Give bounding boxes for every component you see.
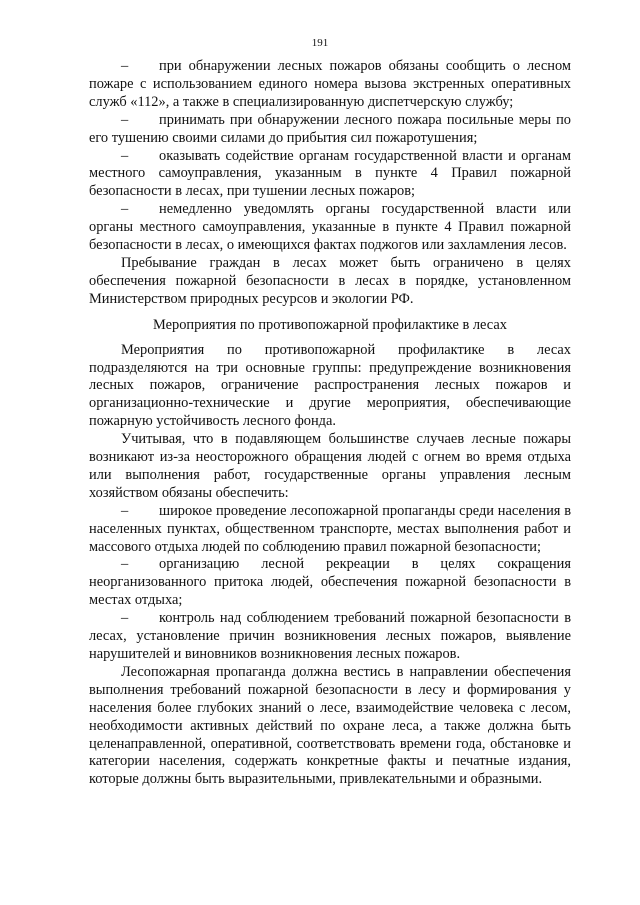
page-body [89, 58, 571, 789]
bullet-item [89, 556, 571, 610]
bullet-text: организацию лесной рекреации в целях сокращения неорганизованного притока людей, обеспечения пожарной безопасности в местах отдыха; [89, 556, 571, 609]
dash-marker: – [121, 111, 129, 128]
bullet-item [89, 201, 571, 255]
dash-marker: – [121, 556, 129, 573]
bullet-text: широкое проведение лесопожарной пропаганды среди населения в населенных пунктах, общественном транспорте, местах выполнения работ и массового отдыха людей по соблюдению правил пожарной безопасности; [89, 502, 571, 555]
dash-marker: – [121, 201, 129, 218]
body-paragraph: Мероприятия по противопожарной профилактике в лесах подразделяются на три основные группы: предупреждение возникновения лесных пожаров, ограничение распространения лесных пожаров и организационно-технические и другие мероприятия, обеспечивающие пожарную устойчивость лесного фонда. [89, 341, 571, 430]
bullet-text: при обнаружении лесных пожаров обязаны сообщить о лесном пожаре с использованием единого номера вызова экстренных оперативных служб «112», а также в специализированную диспетчерскую службу; [89, 58, 571, 110]
bullet-item [89, 58, 571, 112]
bullet-text: принимать при обнаружении лесного пожара посильные меры по его тушению своими силами до прибытия сил пожаротушения; [89, 111, 571, 146]
bullet-item [89, 503, 571, 557]
bullet-text: немедленно уведомлять органы государственной власти или органы местного самоуправления, указанные в пункте 4 Правил пожарной безопасности в лесах, о имеющихся фактах поджогов или захламления лесов. [89, 201, 571, 254]
dash-marker: – [121, 610, 129, 627]
body-paragraph: Лесопожарная пропаганда должна вестись в направлении обеспечения выполнения требований пожарной безопасности в лесу и формирования у населения более глубоких знаний о лесе, взаимодействие человека с лесом, необходимости активных действий по охране леса, а также должна быть целенаправленной, оперативной, соответствовать времени года, обстановке и категории населения, содержать конкретные факты и печатные издания, которые должны быть выразительными, привлекательными и образными. [89, 663, 571, 788]
bullet-text: оказывать содействие органам государственной власти и органам местного самоуправления, указанным в пункте 4 Правил пожарной безопасности в лесах, при тушении лесных пожаров; [89, 147, 571, 200]
bullet-text: контроль над соблюдением требований пожарной безопасности в лесах, установление причин возникновения лесных пожаров, выявление нарушителей и виновников возникновения лесных пожаров. [89, 610, 571, 662]
section-heading: Мероприятия по противопожарной профилактике в лесах [153, 316, 507, 333]
bullet-item [89, 112, 571, 148]
bullet-item [89, 148, 571, 202]
bullet-item [89, 610, 571, 664]
dash-marker: – [121, 58, 129, 74]
dash-marker: – [121, 147, 129, 164]
page-number: 191 [311, 37, 329, 49]
dash-marker: – [121, 502, 129, 519]
body-paragraph: Учитывая, что в подавляющем большинстве случаев лесные пожары возникают из-за неосторожного обращения людей с огнем во время отдыха или выполнения работ, государственные органы управления лесным хозяйством обязаны обеспечить: [89, 431, 571, 501]
body-paragraph: Пребывание граждан в лесах может быть ограничено в целях обеспечения пожарной безопасности в лесах в порядке, установленном Министерством природных ресурсов и экологии РФ. [89, 254, 571, 307]
